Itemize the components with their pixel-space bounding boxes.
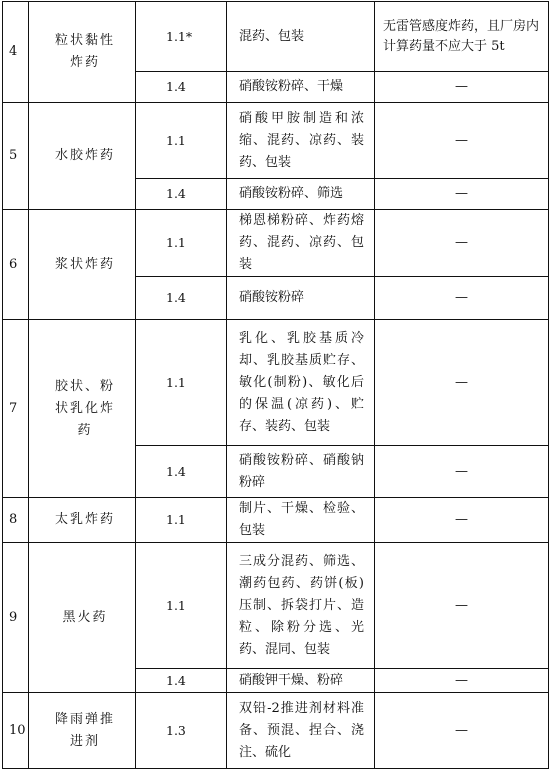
process-description: 硝酸铵粉碎、筛选 (227, 179, 375, 210)
hazard-class: 1.4 (136, 277, 227, 320)
product-name: 浆状炸药 (29, 210, 136, 320)
product-name: 水胶炸药 (29, 103, 136, 210)
hazard-class: 1.1 (136, 103, 227, 179)
process-description: 硝酸甲胺制造和浓缩、混药、凉药、装药、包装 (227, 103, 375, 179)
hazard-class: 1.1 (136, 320, 227, 446)
remark: — (375, 320, 549, 446)
remark: — (375, 446, 549, 498)
hazard-class: 1.1* (136, 2, 227, 72)
process-description: 制片、干燥、检验、包装 (227, 498, 375, 543)
product-name: 黑火药 (29, 543, 136, 693)
hazard-class: 1.1 (136, 210, 227, 277)
row-number: 6 (3, 210, 29, 320)
hazard-class: 1.1 (136, 543, 227, 669)
remark: — (375, 179, 549, 210)
hazard-class: 1.1 (136, 498, 227, 543)
process-description: 双铅-2推进剂材料准备、预混、捏合、浇注、硫化 (227, 693, 375, 769)
process-description: 混药、包装 (227, 2, 375, 72)
remark: — (375, 210, 549, 277)
table-row (3, 543, 549, 669)
remark: 无雷管感度炸药，且厂房内计算药量不应大于 5t (375, 2, 549, 72)
product-name: 太乳炸药 (29, 498, 136, 543)
remark: — (375, 277, 549, 320)
process-description: 硝酸钾干燥、粉碎 (227, 669, 375, 693)
row-number: 8 (3, 498, 29, 543)
remark: — (375, 693, 549, 769)
process-description: 三成分混药、筛选、潮药包药、药饼(板)压制、拆袋打片、造粒、除粉分选、光药、混同、包装 (227, 543, 375, 669)
hazard-class: 1.4 (136, 72, 227, 103)
remark: — (375, 72, 549, 103)
table-row (3, 693, 549, 769)
process-description: 梯恩梯粉碎、炸药熔药、混药、凉药、包装 (227, 210, 375, 277)
table-row (3, 103, 549, 179)
product-name: 粒状黏性炸药 (29, 2, 136, 103)
process-description: 硝酸铵粉碎、干燥 (227, 72, 375, 103)
remark: — (375, 103, 549, 179)
process-description: 乳化、乳胶基质冷却、乳胶基质贮存、敏化(制粉)、敏化后的保温(凉药)、贮存、装药、包装 (227, 320, 375, 446)
table-row (3, 498, 549, 543)
row-number: 7 (3, 320, 29, 498)
process-description: 硝酸铵粉碎、硝酸钠粉碎 (227, 446, 375, 498)
table-row (3, 2, 549, 72)
remark: — (375, 543, 549, 669)
hazard-class: 1.4 (136, 446, 227, 498)
remark: — (375, 669, 549, 693)
table-row (3, 320, 549, 446)
hazard-class: 1.4 (136, 179, 227, 210)
row-number: 4 (3, 2, 29, 103)
process-description: 硝酸铵粉碎 (227, 277, 375, 320)
row-number: 10 (3, 693, 29, 769)
row-number: 9 (3, 543, 29, 693)
product-name: 降雨弹推进剂 (29, 693, 136, 769)
product-name: 胶状、粉状乳化炸药 (29, 320, 136, 498)
remark: — (375, 498, 549, 543)
hazard-classification-table (2, 1, 549, 769)
row-number: 5 (3, 103, 29, 210)
hazard-class: 1.3 (136, 693, 227, 769)
table-row (3, 210, 549, 277)
hazard-class: 1.4 (136, 669, 227, 693)
